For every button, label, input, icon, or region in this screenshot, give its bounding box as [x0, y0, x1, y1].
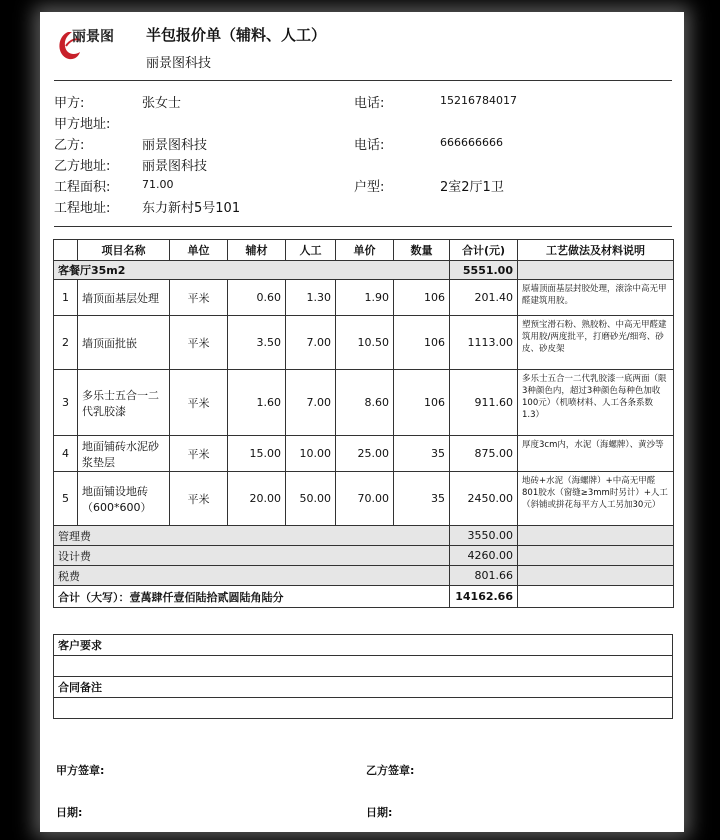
party-b-addr-label: 乙方地址: [54, 159, 111, 174]
house-type-label: 户型: [354, 180, 385, 195]
area-value: 71.00 [142, 178, 174, 191]
party-a-date-label: 日期: [56, 806, 83, 819]
col-labor: 人工 [286, 240, 336, 261]
fee-row-management: 管理费 3550.00 [54, 526, 674, 546]
site-label: 工程地址: [54, 201, 111, 216]
table-header [54, 240, 674, 261]
customer-remarks-table [53, 634, 673, 719]
header-divider [54, 80, 672, 81]
section-name: 客餐厅35m2 [54, 261, 450, 280]
site-value: 东力新村5号101 [142, 201, 241, 216]
col-qty: 数量 [394, 240, 450, 261]
party-b-phone-label: 电话: [354, 138, 385, 153]
area-label: 工程面积: [54, 180, 111, 195]
party-a-signature-label: 甲方签章: [56, 764, 105, 777]
grand-total-value: 14162.66 [450, 586, 518, 608]
party-b-name: 丽景图科技 [142, 138, 208, 153]
party-b-signature-label: 乙方签章: [366, 764, 415, 777]
table-row: 3 多乐士五合一二代乳胶漆 平米 1.60 7.00 8.60 106 911.60 多乐士五合一二代乳胶漆一底两面（限3种颜色内，超过3种颜色每种色加收100元）（机喷材料、人工各条系数1.3） [54, 370, 674, 436]
table-row: 1 墙顶面基层处理 平米 0.60 1.30 1.90 106 201.40 原墙顶面基层封胶处理，滚涂中高无甲醛建筑用胶。 [54, 280, 674, 316]
customer-requirements-label: 客户要求 [54, 635, 673, 656]
document-title: 半包报价单（辅料、人工） [146, 26, 327, 44]
table-row: 5 地面铺设地砖（600*600） 平米 20.00 50.00 70.00 35 2450.00 地砖+水泥（海螺牌）+中高无甲醛801胶水（窗缝≥3mm时另计）+人工（斜铺或拼花每平方人工另加30元） [54, 472, 674, 526]
table-row: 4 地面铺砖水泥砂浆垫层 平米 15.00 10.00 25.00 35 875.00 厚度3cm内，水泥（海螺牌）、黄沙等 [54, 436, 674, 472]
house-type-value: 2室2厅1卫 [440, 180, 504, 195]
party-b-phone: 666666666 [440, 136, 503, 149]
quote-document [40, 12, 684, 832]
col-name: 项目名称 [78, 240, 170, 261]
party-b-date-label: 日期: [366, 806, 393, 819]
customer-requirements-field [54, 656, 673, 677]
fee-row-design: 设计费 4260.00 [54, 546, 674, 566]
party-a-addr-label: 甲方地址: [54, 117, 111, 132]
logo-text: 丽景图 [72, 29, 114, 45]
party-a-name: 张女士 [142, 96, 182, 111]
fee-row-tax: 税费 801.66 [54, 566, 674, 586]
company-name: 丽景图科技 [146, 56, 212, 71]
party-b-addr: 丽景图科技 [142, 159, 208, 174]
party-a-phone-label: 电话: [354, 96, 385, 111]
party-b-label: 乙方: [54, 138, 85, 153]
col-material: 辅材 [228, 240, 286, 261]
quote-table [53, 239, 674, 608]
grand-total-label: 合计（大写）：壹萬肆仟壹佰陆拾贰圆陆角陆分 [54, 586, 450, 608]
section-row [54, 261, 674, 280]
col-desc: 工艺做法及材料说明 [518, 240, 674, 261]
contract-notes-label: 合同备注 [54, 677, 673, 698]
col-unit: 单位 [170, 240, 228, 261]
table-row: 2 墙顶面批嵌 平米 3.50 7.00 10.50 106 1113.00 塑预宝滑石粉、熟胶粉、中高无甲醛建筑用胶/两度批平，打磨砂光/细弯、砂皮、砂皮架 [54, 316, 674, 370]
party-a-label: 甲方: [54, 96, 85, 111]
col-price: 单价 [336, 240, 394, 261]
col-total: 合计(元) [450, 240, 518, 261]
party-a-phone: 15216784017 [440, 94, 517, 107]
section-total: 5551.00 [450, 261, 518, 280]
grand-total-row [54, 586, 674, 608]
info-divider [54, 226, 672, 227]
contract-notes-field [54, 698, 673, 719]
